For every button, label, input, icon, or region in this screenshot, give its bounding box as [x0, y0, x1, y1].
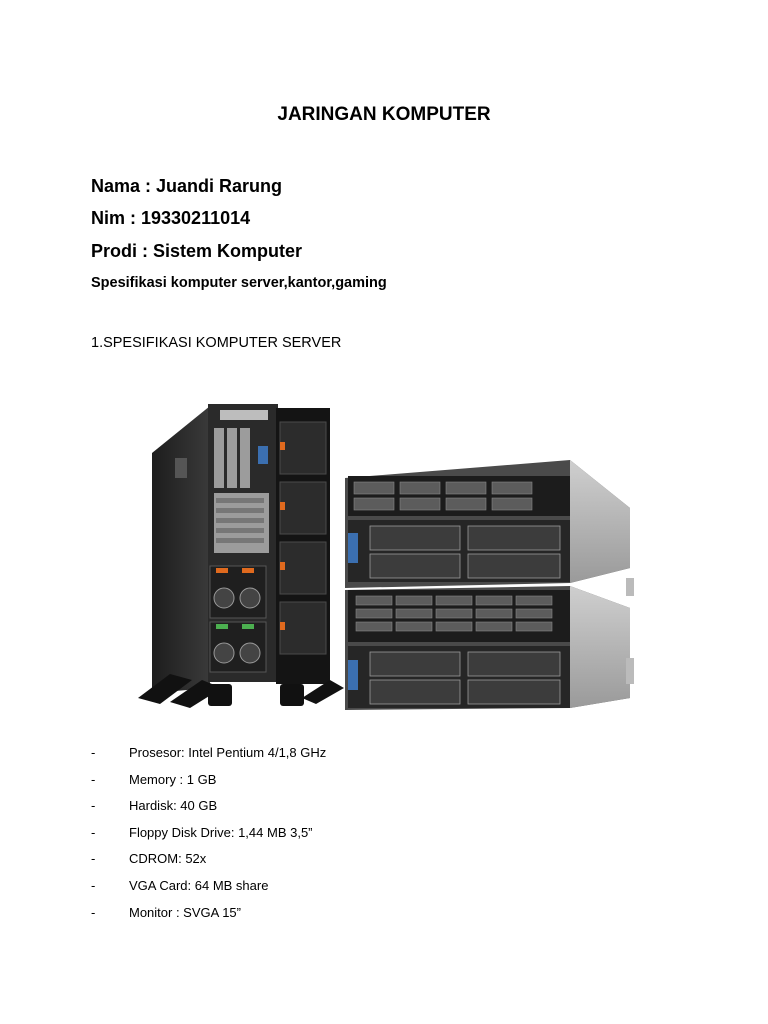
spec-monitor: Monitor : SVGA 15”: [129, 904, 241, 920]
student-nim: Nim : 19330211014: [91, 208, 251, 228]
bullet-dash: -: [91, 904, 96, 920]
spec-cdrom: CDROM: 52x: [129, 851, 207, 867]
section-heading: 1.SPESIFIKASI KOMPUTER SERVER: [91, 335, 342, 351]
spec-harddisk: Hardisk: 40 GB: [129, 798, 218, 814]
spec-processor: Prosesor: Intel Pentium 4/1,8 GHz: [129, 745, 327, 760]
student-name: Nama : Juandi Rarung: [91, 176, 283, 196]
bullet-dash: -: [91, 877, 96, 893]
bullet-dash: -: [91, 851, 96, 867]
bullet-dash: -: [91, 798, 96, 814]
spec-floppy: Floppy Disk Drive: 1,44 MB 3,5”: [129, 824, 313, 840]
document-subtitle: Spesifikasi komputer server,kantor,gaming: [91, 275, 387, 291]
spec-memory: Memory : 1 GB: [129, 771, 217, 787]
spec-vga: VGA Card: 64 MB share: [129, 877, 269, 893]
server-hardware-image: [130, 398, 642, 728]
document-title: JARINGAN KOMPUTER: [277, 104, 491, 125]
bullet-dash: -: [91, 745, 96, 760]
blade-server-rack: [345, 460, 634, 710]
student-prodi: Prodi : Sistem Komputer: [91, 241, 303, 261]
bullet-dash: -: [91, 771, 96, 787]
tower-server: [138, 404, 344, 708]
bullet-dash: -: [91, 824, 96, 840]
